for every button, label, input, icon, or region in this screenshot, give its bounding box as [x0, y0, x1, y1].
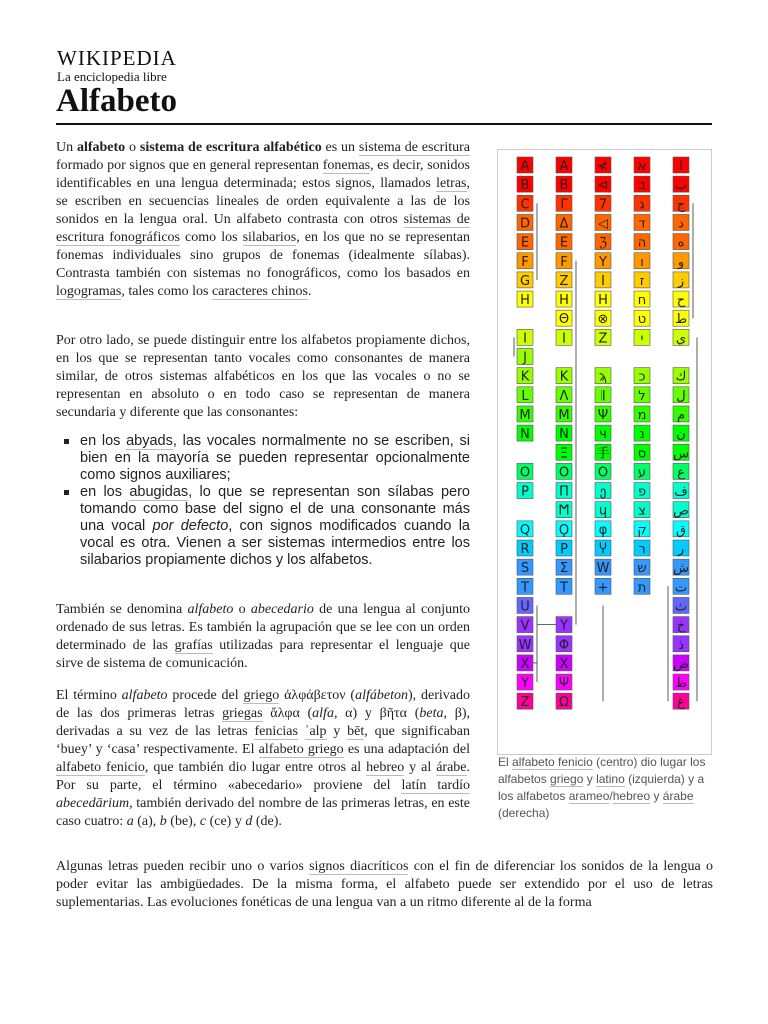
phoenician-letter: 7 — [598, 197, 608, 213]
phoenician-letter: 𝄂 — [601, 388, 605, 404]
hebrew-letter: ר — [638, 542, 646, 557]
arabic-letter: ض — [673, 656, 689, 672]
arabic-letter: ه — [677, 235, 685, 251]
latin-letter: T — [521, 580, 529, 596]
greek-letter: Χ — [559, 656, 569, 672]
phoenician-letter: H — [598, 293, 608, 309]
phoenician-letter: 手 — [596, 446, 610, 462]
greek-letter: Z — [559, 273, 569, 289]
arabic-letter: و — [677, 254, 685, 270]
greek-letter: Ϻ — [558, 503, 570, 519]
link-caracteres-chinos[interactable]: caracteres chinos — [211, 284, 308, 299]
greek-letter: Μ — [558, 407, 570, 423]
arabic-letter: ع — [677, 465, 685, 481]
phoenician-letter: Z — [598, 331, 608, 347]
arabic-letter: ح — [676, 293, 686, 309]
latin-letter: A — [520, 159, 530, 174]
link-sistemas-fonograficos[interactable]: sistemas de escritura fonográficos — [56, 212, 471, 245]
title-divider — [56, 123, 712, 125]
phoenician-letter: φ — [598, 522, 608, 538]
arabic-letter: ا — [679, 159, 683, 174]
link-abyads[interactable]: abyads — [126, 433, 173, 449]
greek-letter: Δ — [559, 216, 569, 232]
greek-letter: Κ — [559, 369, 569, 385]
phoenician-letter: ე — [599, 484, 607, 500]
link-alp[interactable]: ʾalp — [304, 724, 327, 739]
greek-letter: Η — [559, 293, 569, 309]
arabic-letter: ظ — [674, 676, 688, 692]
latin-letter: S — [520, 561, 530, 577]
latin-letter: B — [520, 178, 530, 194]
hebrew-letter: פ — [637, 484, 647, 500]
link-latin-tardio[interactable]: latín tardío — [401, 778, 470, 793]
greek-letter: Π — [559, 484, 569, 500]
caption-link-latino[interactable]: latino — [596, 772, 625, 786]
link-hebreo[interactable]: hebreo — [366, 760, 405, 775]
caption-link-arameo[interactable]: arameo — [568, 789, 610, 803]
link-alfabeto-griego[interactable]: alfabeto griego — [258, 742, 344, 757]
latin-letter: K — [520, 369, 530, 385]
phoenician-letter: ◁ — [598, 216, 608, 232]
alphabet-chart — [498, 150, 711, 754]
hebrew-letter: ק — [637, 522, 647, 538]
greek-letter: F — [560, 254, 568, 270]
latin-letter: F — [521, 254, 529, 270]
link-bet[interactable]: bēt — [347, 724, 365, 739]
latin-letter: J — [523, 350, 527, 366]
phoenician-letter: I — [601, 273, 605, 289]
latin-letter: L — [521, 388, 529, 404]
arabic-letter: م — [676, 407, 686, 423]
phoenician-letter: ℨ — [598, 235, 608, 251]
hebrew-letter: ט — [637, 312, 647, 328]
arabic-letter: ل — [676, 388, 686, 404]
arabic-letter: خ — [676, 618, 686, 634]
latin-letter: G — [519, 273, 531, 289]
greek-letter: Θ — [558, 312, 570, 328]
latin-letter: P — [521, 484, 529, 500]
link-alfabeto-fenicio[interactable]: alfabeto fenicio — [56, 760, 145, 775]
link-grafias[interactable]: grafías — [174, 638, 213, 653]
caption-link-alfabeto-fenicio[interactable]: alfabeto fenicio — [512, 755, 593, 769]
paragraph-diacritics: Algunas letras pueden recibir uno o varios signos diacríticos con el fin de diferenciar los sonidos de la lengua o poder evitar las ambigüedades. De la misma forma, el alfabeto puede ser extendido por el uso de letras suplementarias. Las evoluciones fonéticas de una lengua van a un ritmo diferente al de la forma — [56, 859, 713, 910]
link-griego[interactable]: griego — [243, 688, 280, 703]
arabic-letter: ر — [677, 542, 685, 557]
hebrew-letter: ח — [637, 293, 647, 309]
latin-letter: O — [519, 465, 531, 481]
arabic-letter: غ — [677, 695, 685, 711]
arabic-letter: ش — [673, 561, 689, 577]
page-title: Alfabeto — [56, 83, 177, 119]
arabic-letter: ث — [674, 599, 688, 615]
hebrew-letter: צ — [638, 503, 646, 519]
hebrew-letter: ס — [637, 446, 647, 462]
arabic-letter: ز — [677, 273, 685, 289]
latin-letter: D — [519, 216, 531, 232]
arabic-letter: ي — [675, 331, 687, 347]
hebrew-letter: ו — [640, 254, 644, 270]
phoenician-letter: Ψ — [597, 407, 609, 423]
hebrew-letter: נ — [639, 427, 645, 443]
link-abugidas[interactable]: abugidas — [129, 484, 189, 500]
latin-letter: Y — [521, 676, 529, 692]
greek-letter: Α — [559, 159, 569, 174]
arabic-letter: ت — [674, 580, 688, 596]
hebrew-letter: ת — [637, 580, 647, 596]
site-tagline: La enciclopedia libre — [57, 69, 167, 84]
link-griegas[interactable]: griegas — [222, 706, 263, 721]
greek-letter: Ν — [559, 427, 569, 443]
greek-letter: Β — [559, 178, 569, 194]
hebrew-letter: ב — [638, 178, 646, 194]
hebrew-letter: מ — [637, 407, 647, 423]
latin-letter: E — [520, 235, 530, 251]
greek-letter: Ξ — [559, 446, 569, 462]
hebrew-letter: ע — [637, 465, 647, 481]
bold-term: sistema de escritura alfabético — [139, 140, 322, 155]
arabic-letter: د — [678, 216, 684, 232]
list-item: en los abugidas, lo que se representan son sílabas pero tomando como base del signo el de una consonante más una vocal por defecto, con signos modificados cuando la vocal es otra. Vienen a ser sistemas intermedios entre los silabarios propiamente dichos y los alfabetos. — [80, 484, 470, 568]
hebrew-letter: כ — [638, 369, 646, 385]
arabic-letter: ذ — [678, 637, 684, 653]
paragraph-abecedario: También se denomina alfabeto o abecedario de una lengua al conjunto ordenado de sus letras. Es también la agrupación que se lee con un orden determinado de las grafías utilizadas para representar el lenguaje que sirve de sistema de comunicación. — [56, 602, 471, 671]
latin-letter: I — [523, 331, 527, 347]
alphabet-chart-figure[interactable] — [497, 149, 712, 755]
link-sistema-de-escritura[interactable]: sistema de escritura — [358, 140, 470, 155]
paragraph-etymology: El término alfabeto procede del griego ἀλφάβετον (alfábeton), derivado de las dos primeras letras griegas ἄλφα (alfa, α) y βῆτα (beta, β), derivadas a su vez de las letras fenicias ʾalp y bēt, que significaban ‘buey’ y ‘casa’ respectivamente. El alfabeto griego es una adaptación del alfabeto fenicio, que también dio lugar entre otros al hebreo y al árabe. Por su parte, el término «abecedario» proviene del latín tardío abecedārium, también derivado del nombre de las primeras letras, en este caso cuatro: a (a), b (be), c (ce) y d (de). — [56, 688, 471, 829]
arabic-letter: ك — [675, 369, 687, 385]
hebrew-letter: י — [640, 331, 644, 347]
latin-letter: U — [520, 599, 530, 615]
greek-letter: Ω — [559, 695, 569, 711]
caption-link-arabe[interactable]: árabe — [662, 789, 694, 803]
greek-letter: Ε — [559, 235, 569, 251]
greek-letter: Ο — [558, 465, 570, 481]
hebrew-letter: ז — [639, 273, 645, 289]
wikipedia-wordmark[interactable]: WIKIPEDIA — [57, 46, 177, 70]
hebrew-letter: ש — [637, 561, 647, 577]
greek-letter: Γ — [560, 197, 568, 213]
greek-letter: Φ — [558, 637, 570, 653]
alphabet-types-list — [56, 433, 470, 569]
hebrew-letter: ד — [638, 216, 646, 232]
caption-link-griego[interactable]: griego — [550, 772, 584, 786]
figure-caption: El alfabeto fenicio (centro) dio lugar los alfabetos griego y latino (izquierda) y a los alfabetos arameo/hebreo y árabe (derecha) — [498, 755, 706, 820]
greek-letter: Υ — [560, 618, 568, 634]
phoenician-letter: ɥ — [598, 503, 608, 519]
latin-letter: N — [520, 427, 530, 443]
latin-letter: H — [520, 293, 530, 309]
latin-letter: X — [520, 656, 530, 672]
greek-letter: Ρ — [560, 542, 568, 557]
greek-letter: Ι — [562, 331, 566, 347]
arabic-letter: ب — [674, 178, 688, 194]
phoenician-letter: W — [596, 561, 610, 577]
phoenician-letter: ⊲ — [597, 178, 609, 194]
latin-letter: R — [520, 542, 530, 557]
link-fenicias[interactable]: fenicias — [254, 724, 298, 739]
phoenician-letter: Ⴤ — [599, 542, 607, 557]
greek-letter: Σ — [559, 561, 569, 577]
greek-letter: Ψ — [558, 676, 570, 692]
bold-term: alfabeto — [76, 140, 126, 155]
list-item: en los abyads, las vocales normalmente no se escriben, si bien en la mayoría se pueden representar opcionalmente como signos auxiliares; — [80, 433, 470, 483]
caption-link-hebreo[interactable]: hebreo — [612, 789, 651, 803]
phoenician-letter: ≮ — [597, 159, 609, 174]
arabic-letter: ج — [676, 197, 686, 213]
greek-letter: Ϙ — [558, 522, 570, 538]
phoenician-letter: + — [597, 580, 609, 596]
latin-letter: M — [519, 407, 531, 423]
arabic-letter: ص — [673, 503, 689, 519]
arabic-letter: ق — [675, 522, 687, 538]
hebrew-letter: ג — [639, 197, 645, 213]
latin-letter: W — [518, 637, 532, 653]
arabic-letter: ف — [674, 484, 688, 500]
phoenician-letter: Y — [599, 254, 607, 270]
latin-letter: Q — [519, 522, 531, 538]
phoenician-letter: ⊗ — [597, 312, 609, 328]
paragraph-alphabet-types: Por otro lado, se puede distinguir entre los alfabetos propiamente dichos, en los que se representan tanto vocales como consonantes de manera similar, de otros sistemas alfabéticos en los que las vocales o no se representan en absoluto o en todo caso se representan de manera secundaria y diferente que las consonantes: — [56, 333, 470, 420]
link-letras[interactable]: letras — [436, 176, 467, 191]
hebrew-letter: ה — [637, 235, 647, 251]
link-logogramas[interactable]: logogramas — [56, 284, 122, 299]
latin-letter: C — [520, 197, 530, 213]
link-arabe[interactable]: árabe — [436, 760, 467, 775]
phoenician-letter: ч — [599, 427, 607, 443]
hebrew-letter: ל — [638, 388, 646, 404]
phoenician-letter: O — [597, 465, 609, 481]
arabic-letter: س — [673, 446, 689, 462]
phoenician-letter: ϡ — [598, 369, 608, 385]
link-signos-diacriticos[interactable]: signos diacríticos — [309, 859, 409, 874]
arabic-letter: ن — [676, 427, 686, 443]
link-silabarios[interactable]: silabarios — [242, 230, 297, 245]
intro-paragraph: Un alfabeto o sistema de escritura alfabético es un sistema de escritura formado por signos que en general representan fonemas, es decir, sonidos identificables en una lengua determinada; estos signos, llamados letras, se escriben en secuencias lineales de orden equivalente a las de los sonidos en la lengua oral. Un alfabeto contrasta con otros sistemas de escritura fonográficos como los silabarios, en los que no se representan fonemas individuales sino grupos de fonemas (idealmente sílabas). Contrasta también con sistemas no fonográficos, como los basados en logogramas, tales como los caracteres chinos. — [56, 140, 471, 299]
arabic-letter: ط — [674, 312, 688, 328]
latin-letter: V — [520, 618, 530, 634]
hebrew-letter: א — [637, 159, 647, 174]
greek-letter: Λ — [559, 388, 569, 404]
link-fonemas[interactable]: fonemas — [322, 158, 371, 173]
greek-letter: Τ — [560, 580, 568, 596]
site-header — [57, 46, 177, 85]
latin-letter: Z — [520, 695, 530, 711]
